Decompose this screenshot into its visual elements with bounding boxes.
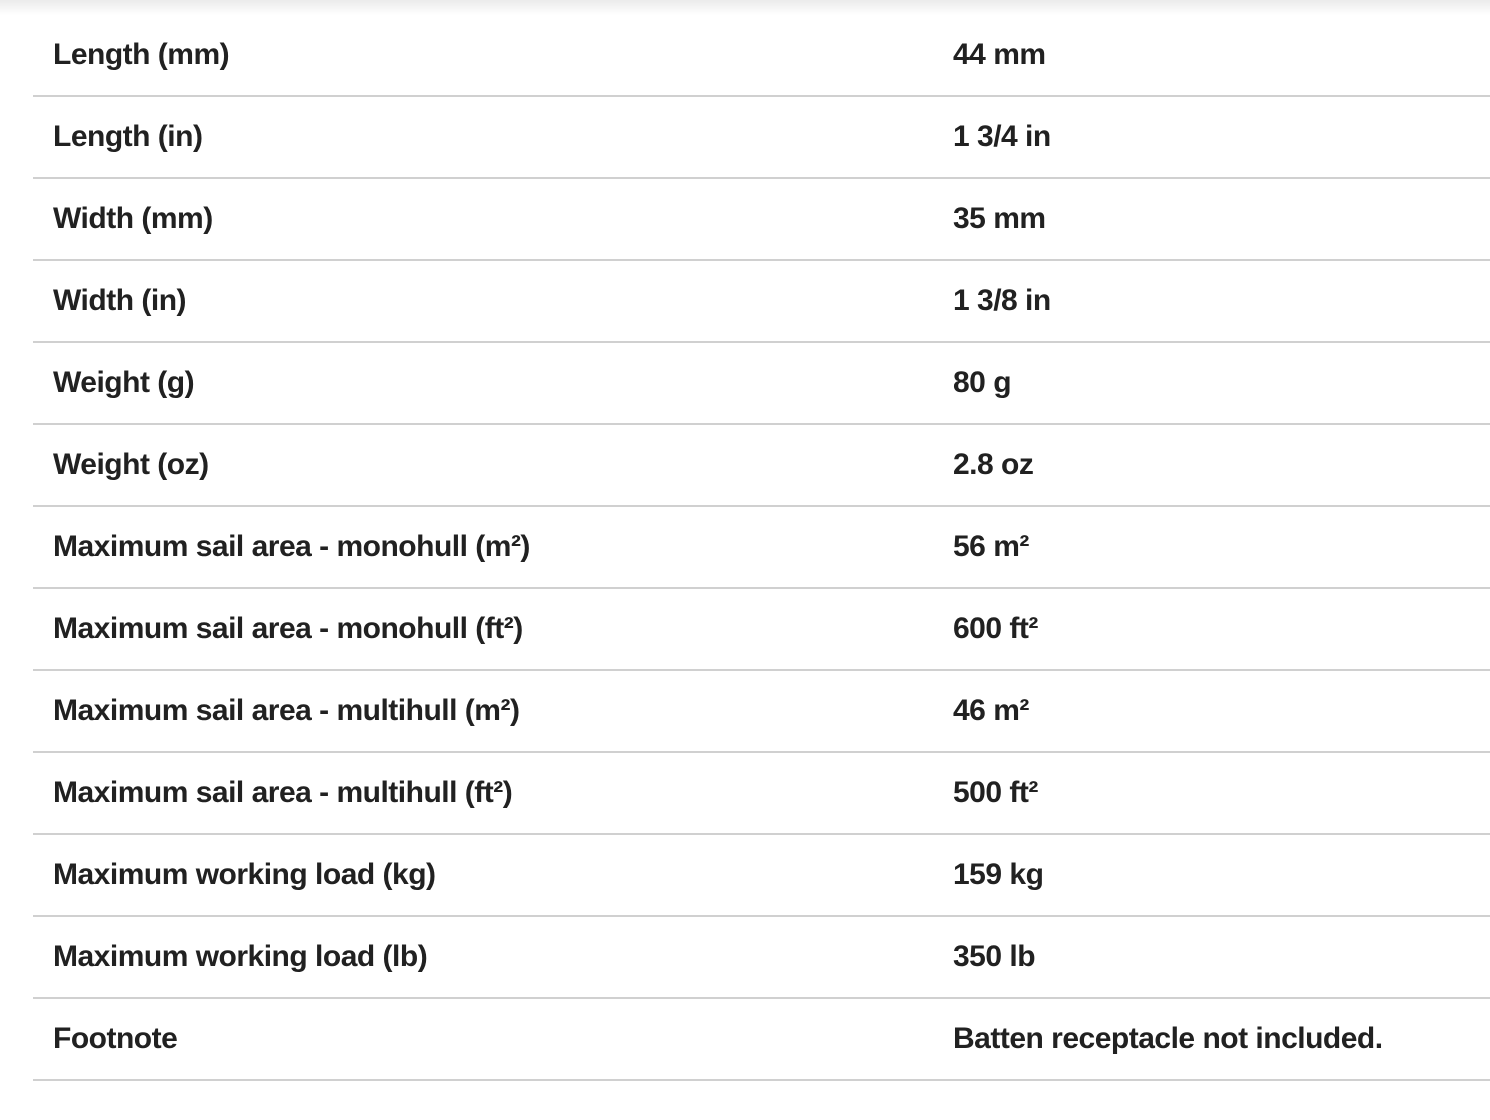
table-row — [33, 343, 1490, 425]
spec-label: Weight (g) — [53, 366, 195, 399]
spec-label: Weight (oz) — [53, 448, 209, 481]
table-row — [33, 261, 1490, 343]
spec-label: Maximum sail area - multihull (m²) — [53, 694, 520, 727]
spec-label: Length (in) — [53, 120, 203, 153]
spec-table — [33, 15, 1490, 1081]
spec-label: Maximum sail area - multihull (ft²) — [53, 776, 513, 809]
spec-label: Maximum sail area - monohull (ft²) — [53, 612, 523, 645]
spec-value: 2.8 oz — [953, 448, 1034, 481]
spec-value: 600 ft² — [953, 612, 1038, 645]
spec-value: 80 g — [953, 366, 1012, 399]
spec-value: 1 3/4 in — [953, 120, 1051, 153]
table-row — [33, 425, 1490, 507]
table-row — [33, 753, 1490, 835]
spec-label: Maximum working load (lb) — [53, 940, 428, 973]
spec-value: 1 3/8 in — [953, 284, 1051, 317]
spec-value: 350 lb — [953, 940, 1036, 973]
table-row — [33, 15, 1490, 97]
spec-value: 46 m² — [953, 694, 1029, 727]
spec-value: 56 m² — [953, 530, 1029, 563]
spec-value: Batten receptacle not included. — [953, 1022, 1383, 1055]
table-row — [33, 589, 1490, 671]
top-scroll-shadow — [0, 0, 1490, 15]
spec-value: 35 mm — [953, 202, 1046, 235]
spec-label: Length (mm) — [53, 38, 230, 71]
spec-value: 159 kg — [953, 858, 1044, 891]
spec-label: Maximum working load (kg) — [53, 858, 436, 891]
spec-label: Maximum sail area - monohull (m²) — [53, 530, 530, 563]
spec-value: 500 ft² — [953, 776, 1038, 809]
table-row — [33, 97, 1490, 179]
table-row — [33, 179, 1490, 261]
spec-value: 44 mm — [953, 38, 1046, 71]
spec-label: Width (mm) — [53, 202, 213, 235]
spec-label: Width (in) — [53, 284, 187, 317]
spec-label: Footnote — [53, 1022, 178, 1055]
table-row — [33, 507, 1490, 589]
table-row — [33, 671, 1490, 753]
table-row — [33, 999, 1490, 1081]
table-row — [33, 917, 1490, 999]
table-row — [33, 835, 1490, 917]
